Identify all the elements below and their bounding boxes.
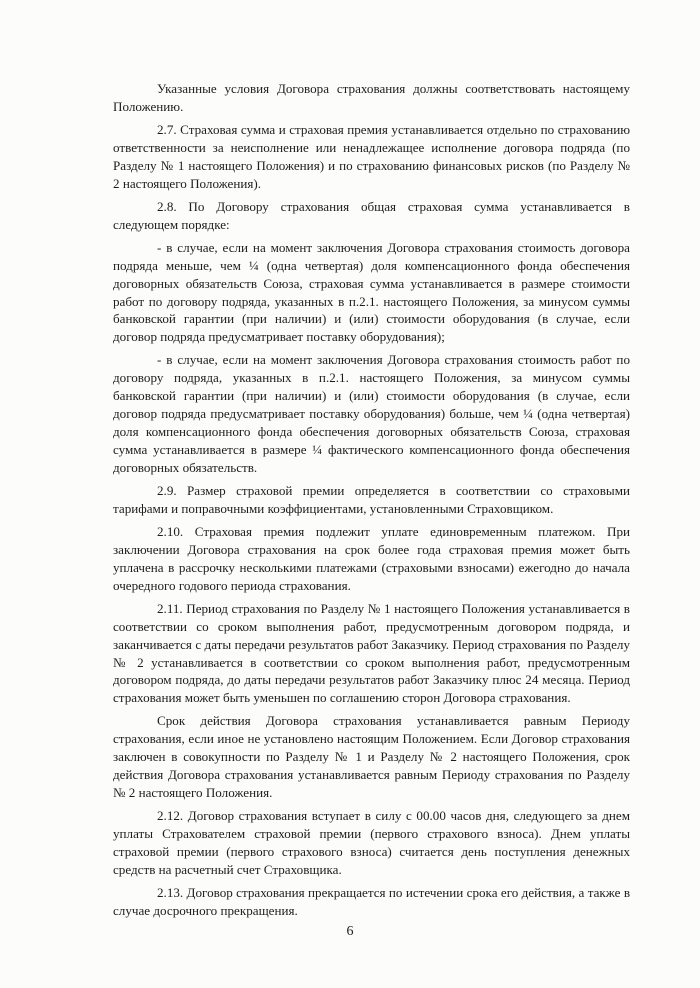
paragraph-term: Срок действия Договора страхования устанавливается равным Периоду страхования, если иное не установлено настоящим Положением. Если Договор страхования заключен в совокупности по Разделу № 1 и Разделу № 2 настоящего Положения, срок действия Договора страхования устанавливается равным Периоду страхования по Разделу № 2 настоящего Положения. <box>113 713 630 801</box>
paragraph-2-7: 2.7. Страховая сумма и страховая премия устанавливается отдельно по страхованию ответственности за неисполнение или ненадлежащее исполнение договора подряда (по Разделу № 1 настоящего Положения) и по страхованию финансовых рисков (по Разделу № 2 настоящего Положения). <box>113 122 630 191</box>
paragraph-2-9: 2.9. Размер страховой премии определяется в соответствии со страховыми тарифами и поправочными коэффициентами, установленными Страховщиком. <box>113 482 630 516</box>
page-number: 6 <box>346 924 354 939</box>
paragraph-2-8: 2.8. По Договору страхования общая страховая сумма устанавливается в следующем порядке: <box>113 198 630 232</box>
paragraph-2-8-case-2: - в случае, если на момент заключения Договора страхования стоимость работ по договору подряда, указанных в п.2.1. настоящего Положения, за минусом суммы банковской гарантии (при наличии) и (или) стоимости оборудования (в случае, если договор подряда предусматривает поставку оборудования) больше, чем ¼ (одна четвертая) доля компенсационного фонда обеспечения договорных обязательств Союза, страховая сумма устанавливается в размере ¼ фактического компенсационного фонда обеспечения договорных обязательств. <box>113 352 630 475</box>
document-body <box>113 80 630 925</box>
paragraph-2-10: 2.10. Страховая премия подлежит уплате единовременным платежом. При заключении Договора страхования на срок более года страховая премия может быть уплачена в рассрочку несколькими платежами (страховыми взносами) ежегодно до начала очередного годового периода страхования. <box>113 523 630 593</box>
paragraph-conditions: Указанные условия Договора страхования должны соответствовать настоящему Положению. <box>113 81 630 114</box>
paragraph-2-13: 2.13. Договор страхования прекращается по истечении срока его действия, а также в случае досрочного прекращения. <box>113 884 630 918</box>
paragraph-2-11: 2.11. Период страхования по Разделу № 1 настоящего Положения устанавливается в соответствии со сроком выполнения работ, предусмотренным договором подряда, и заканчивается с даты передачи результатов работ Заказчику. Период страхования по Разделу № 2 устанавливается в соответствии со сроком выполнения работ, предусмотренным договором подряда, до даты передачи результатов работ Заказчику плюс 24 месяца. Период страхования может быть уменьшен по соглашению сторон Договора страхования. <box>113 600 630 706</box>
paragraph-2-12: 2.12. Договор страхования вступает в силу с 00.00 часов дня, следующего за днем уплаты Страхователем страховой премии (первого страхового взноса). Днем уплаты страховой премии (первого страхового взноса) считается день поступления денежных средств на расчетный счет Страховщика. <box>113 808 630 877</box>
paragraph-2-8-case-1: - в случае, если на момент заключения Договора страхования стоимость договора подряда меньше, чем ¼ (одна четвертая) доля компенсационного фонда обеспечения договорных обязательств Союза, страховая сумма устанавливается в размере стоимости работ по договору подряда, указанных в п.2.1. настоящего Положения, за минусом суммы банковской гарантии (при наличии) и (или) стоимости оборудования (в случае, если договор подряда предусматривает поставку оборудования); <box>113 239 630 345</box>
